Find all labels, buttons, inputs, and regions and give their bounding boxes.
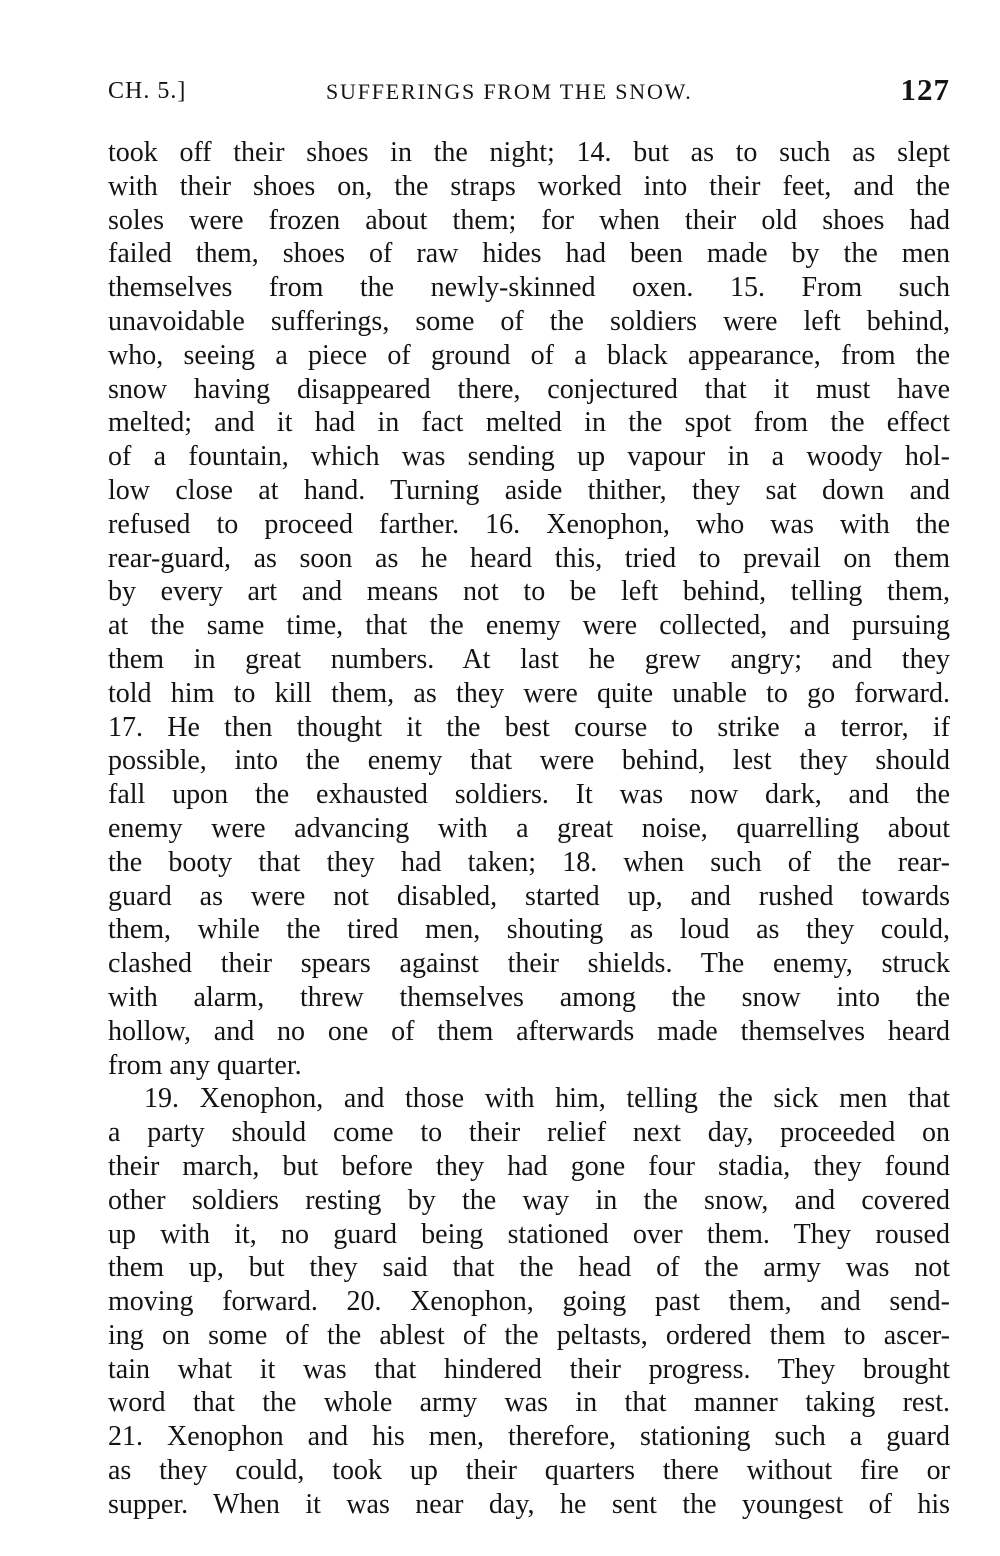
text-line: fall upon the exhausted soldiers. It was now dark, and the — [108, 779, 950, 811]
text-line: of a fountain, which was sending up vapour in a woody hol- — [108, 441, 950, 473]
text-line: 21. Xenophon and his men, therefore, stationing such a guard — [108, 1421, 950, 1453]
text-line: word that the whole army was in that manner taking rest. — [108, 1387, 950, 1419]
paragraph-end-line: from any quarter. — [108, 1049, 302, 1081]
text-line: clashed their spears against their shields. The enemy, struck — [108, 948, 950, 980]
running-header — [108, 72, 950, 112]
body-text — [108, 136, 950, 1522]
text-line: low close at hand. Turning aside thither, they sat down and — [108, 474, 950, 506]
text-line: supper. When it was near day, he sent the youngest of his — [108, 1488, 950, 1520]
text-line: possible, into the enemy that were behind, lest they should — [108, 745, 950, 777]
text-line: tain what it was that hindered their progress. They brought — [108, 1353, 950, 1385]
text-line: their march, but before they had gone four stadia, they found — [108, 1150, 950, 1182]
text-line: ing on some of the ablest of the peltasts, ordered them to ascer- — [108, 1319, 950, 1351]
text-line: told him to kill them, as they were quite unable to go forward. — [108, 677, 950, 709]
text-line: soles were frozen about them; for when their old shoes had — [108, 204, 950, 236]
chapter-marker: CH. 5.] — [108, 78, 187, 104]
text-line: guard as were not disabled, started up, and rushed towards — [108, 880, 950, 912]
text-line: unavoidable sufferings, some of the soldiers were left behind, — [108, 305, 950, 337]
text-line: 17. He then thought it the best course to strike a terror, if — [108, 711, 950, 743]
page-number: 127 — [900, 72, 950, 107]
text-line: enemy were advancing with a great noise, quarrelling about — [108, 812, 950, 844]
text-line: failed them, shoes of raw hides had been made by the men — [108, 238, 950, 270]
text-line: them up, but they said that the head of the army was not — [108, 1252, 950, 1284]
paragraph-start-line: 19. Xenophon, and those with him, telling the sick men that — [144, 1083, 950, 1115]
text-line: refused to proceed farther. 16. Xenophon, who was with the — [108, 508, 950, 540]
text-line: with alarm, threw themselves among the snow into the — [108, 981, 950, 1013]
text-line: hollow, and no one of them afterwards made themselves heard — [108, 1015, 950, 1047]
text-line: rear-guard, as soon as he heard this, tried to prevail on them — [108, 542, 950, 574]
text-line: other soldiers resting by the way in the snow, and covered — [108, 1184, 950, 1216]
text-line: melted; and it had in fact melted in the spot from the effect — [108, 407, 950, 439]
text-line: as they could, took up their quarters there without fire or — [108, 1455, 950, 1487]
text-line: by every art and means not to be left behind, telling them, — [108, 576, 950, 608]
text-line: snow having disappeared there, conjectured that it must have — [108, 373, 950, 405]
text-line: who, seeing a piece of ground of a black appearance, from the — [108, 339, 950, 371]
text-line: moving forward. 20. Xenophon, going past them, and send- — [108, 1286, 950, 1318]
text-line: with their shoes on, the straps worked into their feet, and the — [108, 170, 950, 202]
text-line: the booty that they had taken; 18. when such of the rear- — [108, 846, 950, 878]
text-line: them in great numbers. At last he grew angry; and they — [108, 643, 950, 675]
text-line: a party should come to their relief next day, proceeded on — [108, 1117, 950, 1149]
text-line: at the same time, that the enemy were collected, and pursuing — [108, 610, 950, 642]
text-line: themselves from the newly-skinned oxen. 15. From such — [108, 272, 950, 304]
text-line: up with it, no guard being stationed over them. They roused — [108, 1218, 950, 1250]
text-line: them, while the tired men, shouting as loud as they could, — [108, 914, 950, 946]
running-title: SUFFERINGS FROM THE SNOW. — [326, 79, 693, 104]
text-line: took off their shoes in the night; 14. but as to such as slept — [108, 137, 950, 168]
